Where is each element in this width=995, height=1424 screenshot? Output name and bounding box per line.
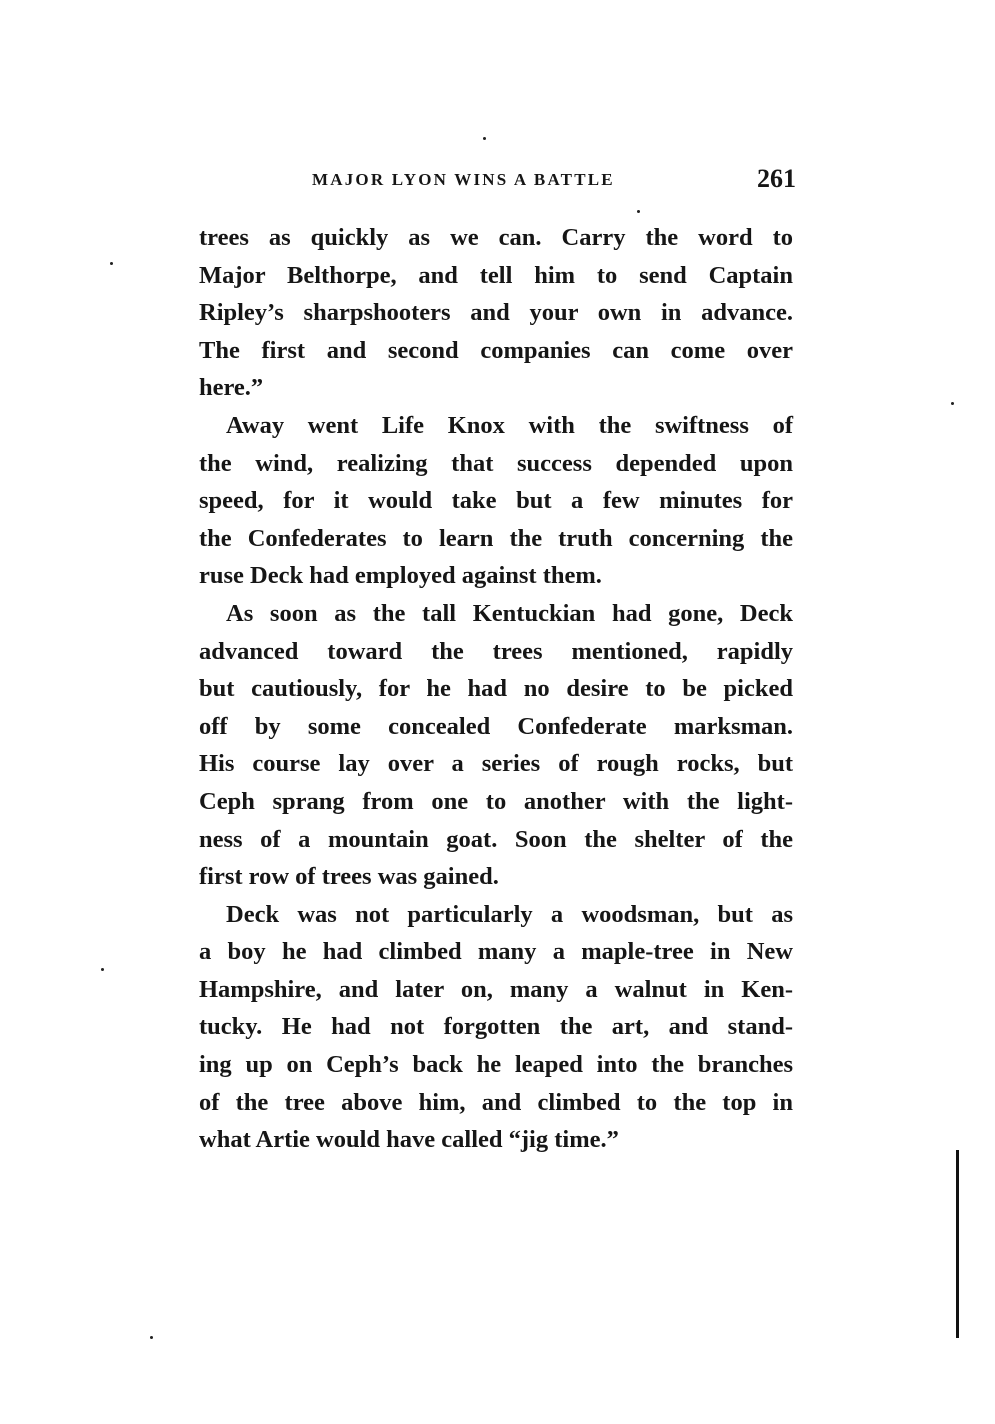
- page-number: 261: [757, 164, 796, 193]
- text-line: first row of trees was gained.: [199, 863, 499, 891]
- text-line: the Confederates to learn the truth concerning the: [199, 524, 793, 552]
- scan-speck: [637, 210, 640, 213]
- text-line: tucky. He had not forgotten the art, and stand-: [199, 1013, 793, 1041]
- text-line: what Artie would have called “jig time.”: [199, 1126, 619, 1154]
- text-line: here.”: [199, 374, 264, 402]
- text-line: Deck was not particularly a woodsman, but as: [226, 900, 793, 928]
- text-line: but cautiously, for he had no desire to be picked: [199, 675, 793, 703]
- running-title: MAJOR LYON WINS A BATTLE: [312, 170, 615, 189]
- scan-speck: [951, 402, 954, 405]
- text-line: a boy he had climbed many a maple-tree in New: [199, 938, 793, 966]
- text-line: speed, for it would take but a few minutes for: [199, 487, 793, 515]
- paragraph: [199, 595, 793, 896]
- page-body: [199, 219, 793, 1159]
- scan-speck: [110, 262, 113, 265]
- text-line: trees as quickly as we can. Carry the word to: [199, 224, 793, 251]
- text-line: Ceph sprang from one to another with the light-: [199, 787, 793, 815]
- text-line: the wind, realizing that success depended upon: [199, 449, 793, 477]
- scan-speck: [150, 1336, 153, 1339]
- text-line: ruse Deck had employed against them.: [199, 562, 602, 590]
- text-line: Major Belthorpe, and tell him to send Captain: [199, 261, 793, 289]
- scan-speck: [101, 968, 104, 971]
- text-line: Away went Life Knox with the swiftness of: [226, 411, 793, 439]
- text-line: His course lay over a series of rough rocks, but: [199, 750, 793, 778]
- text-line: Hampshire, and later on, many a walnut in Ken-: [199, 975, 793, 1003]
- scan-speck: [483, 137, 486, 140]
- paragraph: [199, 407, 793, 595]
- text-line: The first and second companies can come over: [199, 336, 793, 364]
- paragraph: [199, 896, 793, 1159]
- text-line: Ripley’s sharpshooters and your own in advance.: [199, 299, 793, 327]
- paragraph: [199, 219, 793, 407]
- text-line: ness of a mountain goat. Soon the shelter of the: [199, 825, 793, 853]
- scan-edge-mark: [956, 1150, 959, 1338]
- text-line: of the tree above him, and climbed to the top in: [199, 1088, 793, 1116]
- running-header: [312, 164, 796, 198]
- text-line: advanced toward the trees mentioned, rapidly: [199, 637, 793, 665]
- text-line: off by some concealed Confederate marksman.: [199, 712, 793, 740]
- text-line: ing up on Ceph’s back he leaped into the branches: [199, 1051, 793, 1079]
- text-line: As soon as the tall Kentuckian had gone, Deck: [226, 599, 793, 627]
